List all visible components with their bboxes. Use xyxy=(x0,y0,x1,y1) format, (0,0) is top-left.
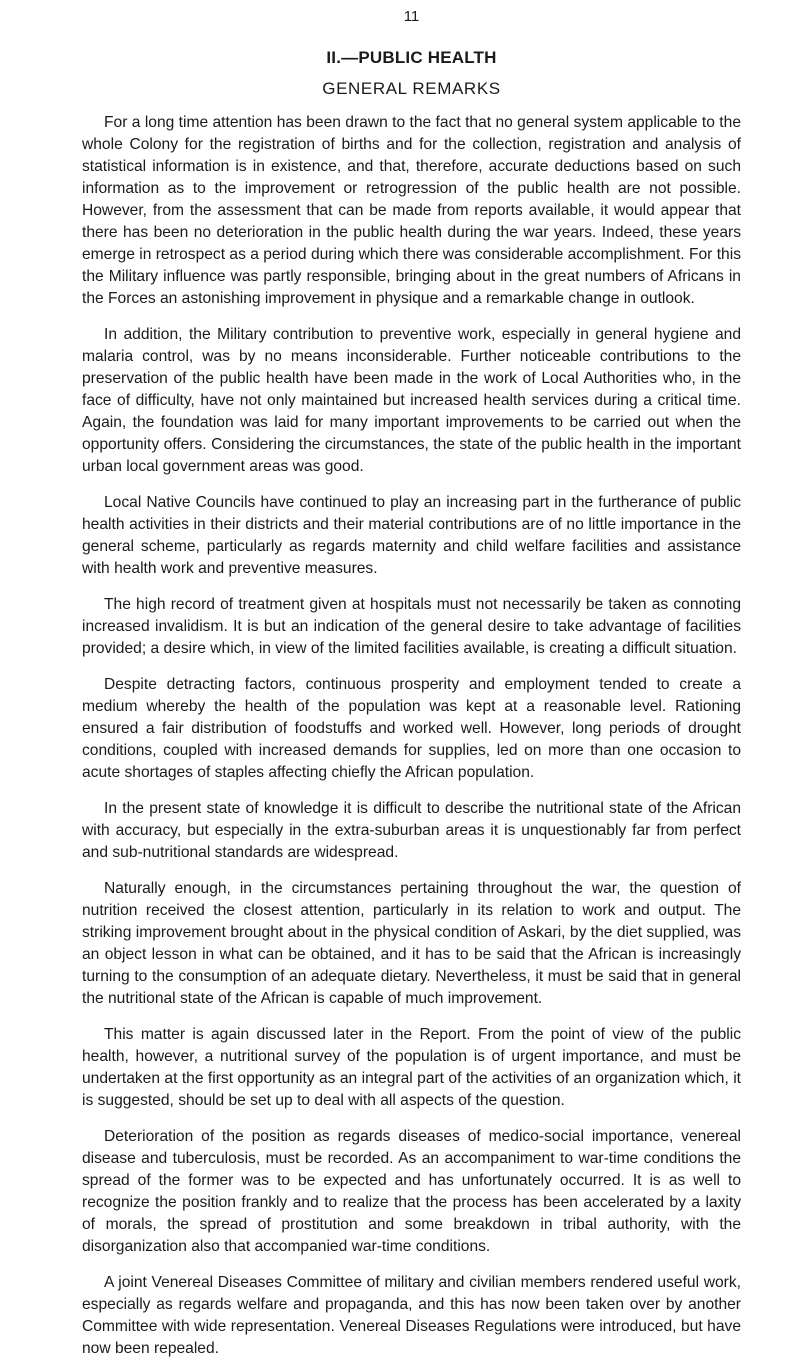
page-number: 11 xyxy=(403,8,420,25)
paragraph-4: The high record of treatment given at hospitals must not necessarily be taken as connoting increased invalidism. It is but an indication of the general desire to take advantage of facilities provided; a desire which, in view of the limited facilities available, is creating a difficult situation. xyxy=(82,596,741,657)
paragraph-7: Naturally enough, in the circumstances pertaining throughout the war, the question of nutrition received the closest attention, particularly in its relation to work and output. The striking improvement brought about in the physical condition of Askari, by the diet supplied, was an object lesson in what can be obtained, and it has to be said that the African is increasingly turning to the consumption of an adequate dietary. Nevertheless, it must be said that in general the nutritional state of the African is capable of much improvement. xyxy=(82,880,741,1007)
paragraph-2: In addition, the Military contribution to preventive work, especially in general hygiene and malaria control, was by no means inconsiderable. Further noticeable contributions to the preservation of the public health have been made in the work of Local Authorities who, in the face of difficulty, have not only maintained but increased health services during a critical time. Again, the foundation was laid for many important improvements to be carried out when the opportunity offers. Considering the circumstances, the state of the public health in the important urban local government areas was good. xyxy=(82,326,741,475)
section-subtitle: GENERAL REMARKS xyxy=(322,79,501,98)
section-title: II.—PUBLIC HEALTH xyxy=(326,48,497,67)
paragraph-5: Despite detracting factors, continuous prosperity and employment tended to create a medium whereby the health of the population was kept at a reasonable level. Rationing ensured a fair distribution of foodstuffs and worked well. However, long periods of drought conditions, coupled with increased demands for supplies, led on more than one occasion to acute shortages of staples affecting chiefly the African population. xyxy=(82,676,741,781)
paragraph-3: Local Native Councils have continued to play an increasing part in the furtherance of public health activities in their districts and their material contributions are of no little importance in the general scheme, particularly as regards maternity and child welfare facilities and assistance with health work and preventive measures. xyxy=(82,494,741,577)
paragraph-8: This matter is again discussed later in the Report. From the point of view of the public health, however, a nutritional survey of the population is of urgent importance, and must be undertaken at the first opportunity as an integral part of the activities of an organization which, it is suggested, should be set up to deal with all aspects of the question. xyxy=(82,1026,741,1109)
paragraph-1: For a long time attention has been drawn to the fact that no general system applicable to the whole Colony for the registration of births and for the collection, registration and analysis of statistical information is in existence, and that, therefore, accurate deductions based on such information as to the improvement or retrogression of the public health are not possible. However, from the assessment that can be made from reports available, it would appear that there has been no deterioration in the public health during the war years. Indeed, these years emerge in retrospect as a period during which there was considerable accomplishment. For this the Military influence was partly responsible, bringing about in the great numbers of Africans in the Forces an astonishing improvement in physique and a remarkable change in outlook. xyxy=(82,114,741,307)
paragraph-6: In the present state of knowledge it is difficult to describe the nutritional state of the African with accuracy, but especially in the extra-suburban areas it is unquestionably far from perfect and sub-nutritional standards are widespread. xyxy=(82,800,741,861)
paragraph-10: A joint Venereal Diseases Committee of military and civilian members rendered useful work, especially as regards welfare and propaganda, and this has now been taken over by another Committee with wide representation. Venereal Diseases Regulations were introduced, but have now been repealed. xyxy=(82,1274,741,1357)
paragraph-9: Deterioration of the position as regards diseases of medico-social importance, venereal disease and tuberculosis, must be recorded. As an accompaniment to war-time conditions the spread of the former was to be expected and has unfortunately occurred. It is as well to recognize the position frankly and to realize that the process has been accelerated by a laxity of morals, the spread of prostitution and some breakdown in tribal authority, with the disorganization also that accompanied war-time conditions. xyxy=(82,1128,741,1255)
